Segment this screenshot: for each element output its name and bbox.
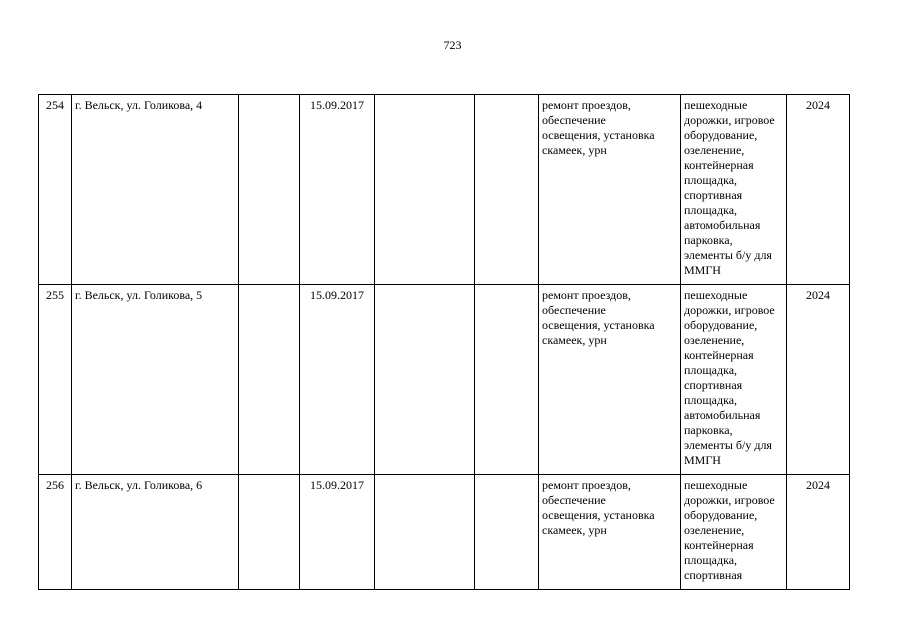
elements-line: оборудование, xyxy=(684,318,758,332)
elements-line: спортивная xyxy=(684,188,743,202)
address-cell: г. Вельск, ул. Голикова, 4 xyxy=(72,95,239,285)
address-cell: г. Вельск, ул. Голикова, 5 xyxy=(72,285,239,475)
elements-line: оборудование, xyxy=(684,508,758,522)
empty-cell xyxy=(375,95,475,285)
elements-line: парковка, xyxy=(684,423,733,437)
elements-line: пешеходные xyxy=(684,478,748,492)
works-line: освещения, установка xyxy=(542,318,655,332)
elements-line: пешеходные xyxy=(684,288,748,302)
row-number: 256 xyxy=(39,475,72,590)
works-cell xyxy=(539,285,681,475)
elements-cell xyxy=(681,285,787,475)
works-line: обеспечение xyxy=(542,493,606,507)
elements-line: озеленение, xyxy=(684,523,745,537)
elements-line: площадка, xyxy=(684,203,738,217)
row-number: 255 xyxy=(39,285,72,475)
works-cell xyxy=(539,475,681,590)
elements-line: контейнерная xyxy=(684,348,754,362)
works-line: освещения, установка xyxy=(542,128,655,142)
empty-cell xyxy=(239,285,300,475)
empty-cell xyxy=(239,475,300,590)
elements-line: озеленение, xyxy=(684,143,745,157)
works-line: освещения, установка xyxy=(542,508,655,522)
elements-line: ММГН xyxy=(684,453,721,467)
year-cell: 2024 xyxy=(787,475,850,590)
address-cell: г. Вельск, ул. Голикова, 6 xyxy=(72,475,239,590)
page-number: 723 xyxy=(443,38,462,52)
table-row xyxy=(39,95,850,285)
date-cell: 15.09.2017 xyxy=(300,95,375,285)
elements-line: площадка, xyxy=(684,553,738,567)
registry-table xyxy=(38,94,850,590)
elements-line: дорожки, игровое xyxy=(684,113,775,127)
date-cell: 15.09.2017 xyxy=(300,475,375,590)
elements-line: озеленение, xyxy=(684,333,745,347)
elements-line: оборудование, xyxy=(684,128,758,142)
empty-cell xyxy=(239,95,300,285)
elements-line: контейнерная xyxy=(684,538,754,552)
empty-cell xyxy=(475,475,539,590)
works-line: скамеек, урн xyxy=(542,333,607,347)
elements-line: автомобильная xyxy=(684,218,761,232)
elements-line: ММГН xyxy=(684,263,721,277)
elements-cell xyxy=(681,475,787,590)
year-cell: 2024 xyxy=(787,285,850,475)
elements-line: элементы б/у для xyxy=(684,438,772,452)
empty-cell xyxy=(375,285,475,475)
elements-line: пешеходные xyxy=(684,98,748,112)
elements-line: парковка, xyxy=(684,233,733,247)
elements-line: элементы б/у для xyxy=(684,248,772,262)
elements-line: автомобильная xyxy=(684,408,761,422)
elements-line: площадка, xyxy=(684,393,738,407)
elements-line: контейнерная xyxy=(684,158,754,172)
elements-cell xyxy=(681,95,787,285)
empty-cell xyxy=(475,95,539,285)
works-line: ремонт проездов, xyxy=(542,98,631,112)
works-line: скамеек, урн xyxy=(542,523,607,537)
elements-line: дорожки, игровое xyxy=(684,493,775,507)
works-line: ремонт проездов, xyxy=(542,478,631,492)
year-cell: 2024 xyxy=(787,95,850,285)
elements-line: спортивная xyxy=(684,378,743,392)
elements-line: площадка, xyxy=(684,363,738,377)
works-line: скамеек, урн xyxy=(542,143,607,157)
elements-line: дорожки, игровое xyxy=(684,303,775,317)
works-line: обеспечение xyxy=(542,303,606,317)
empty-cell xyxy=(475,285,539,475)
table-row xyxy=(39,475,850,590)
elements-line: площадка, xyxy=(684,173,738,187)
works-line: обеспечение xyxy=(542,113,606,127)
elements-line: спортивная xyxy=(684,568,743,582)
empty-cell xyxy=(375,475,475,590)
date-cell: 15.09.2017 xyxy=(300,285,375,475)
works-line: ремонт проездов, xyxy=(542,288,631,302)
works-cell xyxy=(539,95,681,285)
table-row xyxy=(39,285,850,475)
row-number: 254 xyxy=(39,95,72,285)
